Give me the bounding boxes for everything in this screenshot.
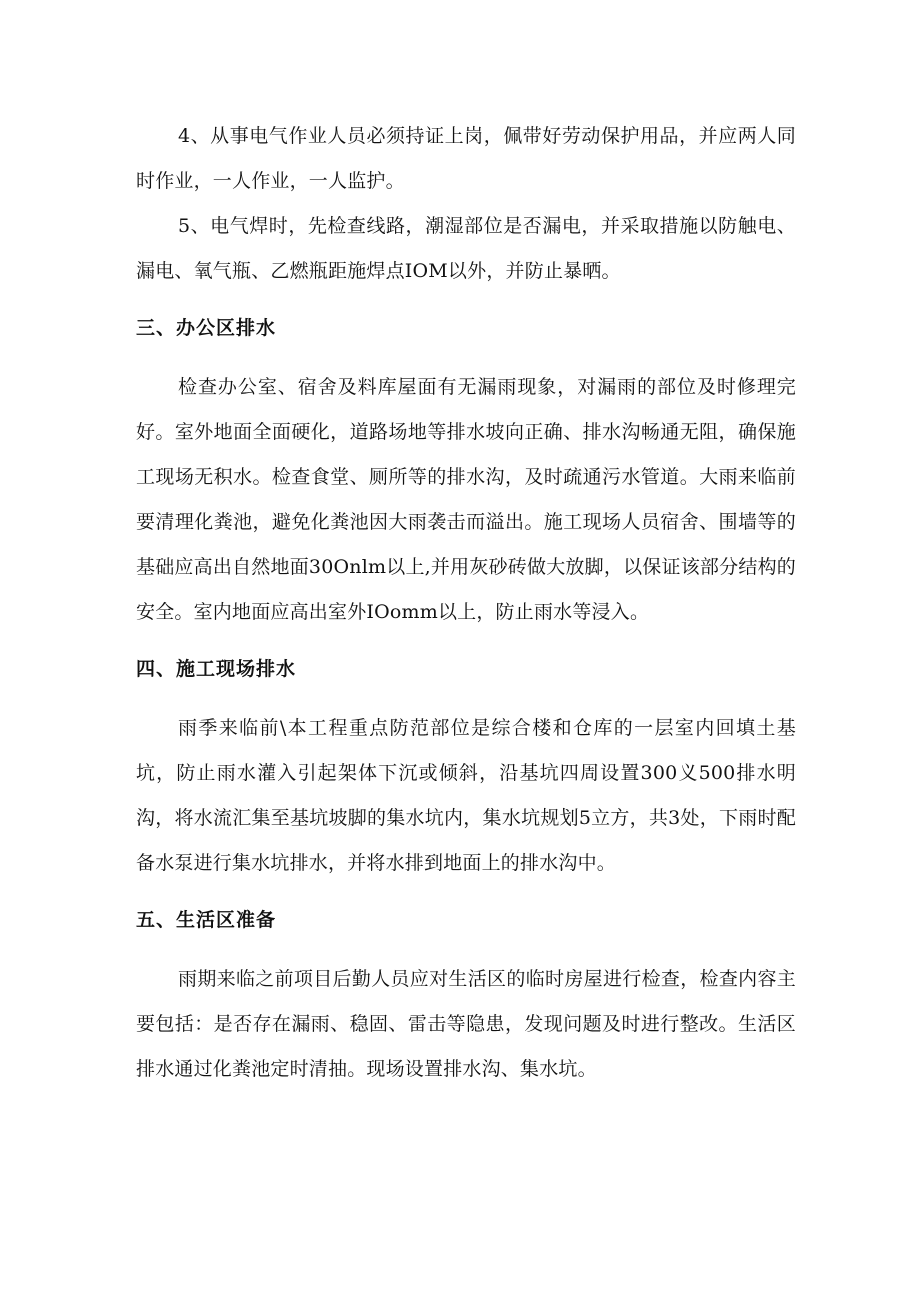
living-area-paragraph: 雨期来临之前项目后勤人员应对生活区的临时房屋进行检查，检查内容主要包括：是否存在漏雨、稳固、雷击等隐患，发现问题及时进行整改。生活区排水通过化粪池定时清抽。现场设置排水沟、集水坑。 xyxy=(136,968,796,1080)
item-4-paragraph: 4、从事电气作业人员必须持证上岗，佩带好劳动保护用品，并应两人同时作业，一人作业，一人监护。 xyxy=(136,125,796,192)
item-5-paragraph: 5、电气焊时，先检查线路，潮湿部位是否漏电，并采取措施以防触电、漏电、氧气瓶、乙燃瓶距施焊点IOM以外，并防止暴晒。 xyxy=(136,215,796,282)
section-heading-site-drainage: 四、施工现场排水 xyxy=(136,658,297,680)
section-heading-office-drainage: 三、办公区排水 xyxy=(136,317,277,339)
document-page xyxy=(136,114,796,1092)
site-drainage-paragraph: 雨季来临前\本工程重点防范部位是综合楼和仓库的一层室内回填土基坑，防止雨水灌入引起架体下沉或倾斜，沿基坑四周设置300义500排水明沟，将水流汇集至基坑坡脚的集水坑内，集水坑规划5立方，共3处，下雨时配备水泵进行集水坑排水，并将水排到地面上的排水沟中。 xyxy=(136,717,796,874)
section-heading-living-area: 五、生活区准备 xyxy=(136,909,277,931)
office-drainage-paragraph: 检查办公室、宿舍及料库屋面有无漏雨现象，对漏雨的部位及时修理完好。室外地面全面硬化，道路场地等排水坡向正确、排水沟畅通无阻，确保施工现场无积水。检查食堂、厕所等的排水沟，及时疏通污水管道。大雨来临前要清理化粪池，避免化粪池因大雨袭击而溢出。施工现场人员宿舍、围墙等的基础应高出自然地面30Onlm以上,并用灰砂砖做大放脚，以保证该部分结构的安全。室内地面应高出室外IOomm以上，防止雨水等浸入。 xyxy=(136,376,796,623)
